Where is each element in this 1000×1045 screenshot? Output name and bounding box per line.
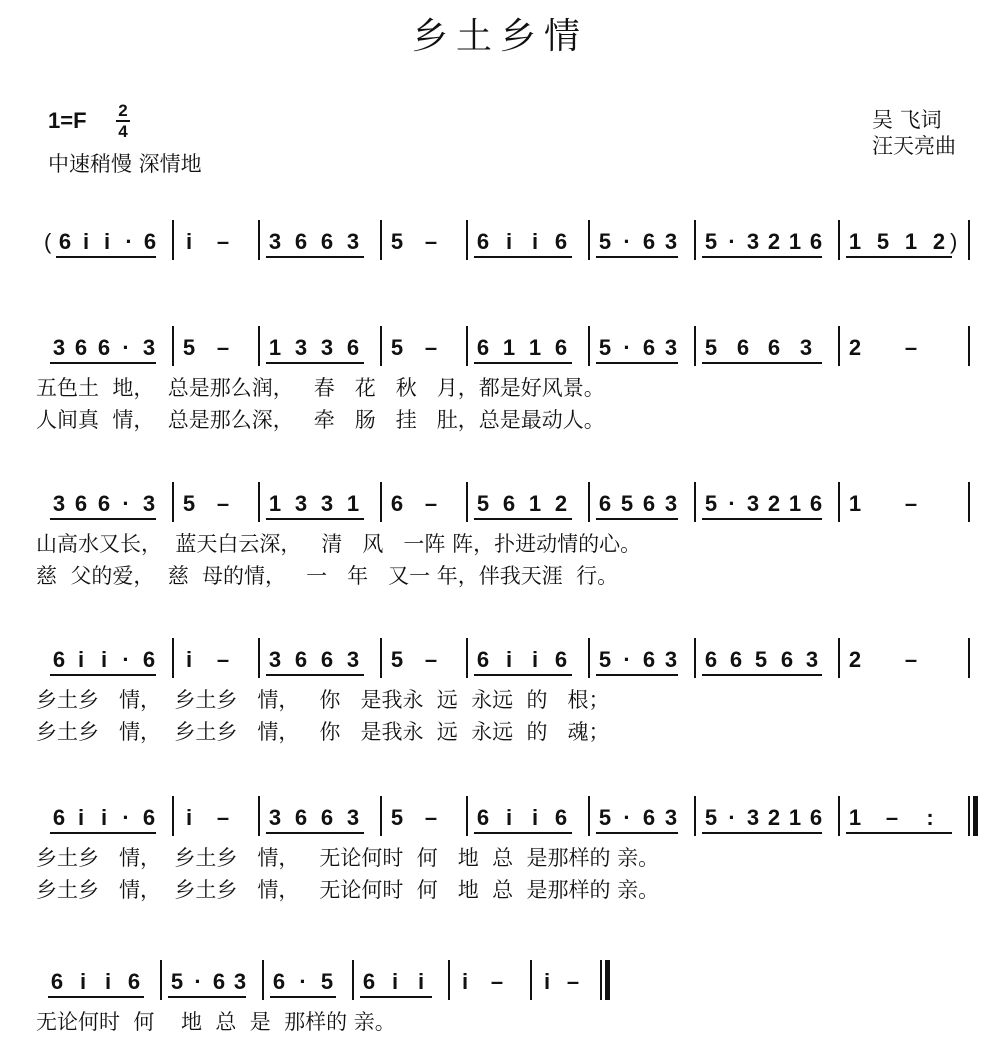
bar-line [694,796,696,836]
bar-line [380,220,382,260]
note: 6 [809,491,823,516]
note: 6 [736,335,750,360]
note: 6 [294,805,308,830]
note: 2 [932,229,946,254]
note: 1 [788,229,802,254]
note: 1 [268,335,282,360]
bar-line [838,796,840,836]
note: – [904,491,918,516]
note: · [623,335,631,360]
note: 6 [52,647,66,672]
time-signature [116,102,130,140]
bar-line [380,796,382,836]
note: 6 [476,229,490,254]
note: 6 [50,969,64,994]
note: 5 [182,335,196,360]
beam-line [702,256,822,258]
note: · [728,229,736,254]
note: 2 [767,805,781,830]
beam-line [270,996,336,998]
note: 6 [642,335,656,360]
bar-line [588,482,590,522]
note: 5 [390,335,404,360]
beam-line [702,518,822,520]
beam-line [360,996,432,998]
beam-line [266,674,364,676]
note: i [461,969,469,994]
final-bar-line [605,960,610,1000]
note: 6 [320,647,334,672]
bar-line [380,326,382,366]
note: – [885,805,899,830]
note: 6 [642,491,656,516]
beam-line [596,256,678,258]
note: – [216,229,230,254]
time-signature-lower: 4 [118,122,128,141]
note: 5 [598,335,612,360]
note: 6 [598,491,612,516]
beam-line [266,518,364,520]
note: 5 [476,491,490,516]
note: 3 [346,805,360,830]
bar-line [838,482,840,522]
beam-line [48,996,144,998]
beam-line [596,518,678,520]
bar-line [588,220,590,260]
note: 6 [502,491,516,516]
note: 2 [767,491,781,516]
beam-line [702,832,822,834]
lyric-line: 乡土乡 情， 乡土乡 情， 你 是我永 远 永远 的 魂； [36,720,610,744]
note: 6 [767,335,781,360]
note: 5 [704,335,718,360]
note: 3 [142,491,156,516]
bar-line [448,960,450,1000]
note: 6 [642,647,656,672]
note: – [216,491,230,516]
note: 6 [476,335,490,360]
note: 6 [642,805,656,830]
note: i [505,647,513,672]
note: : [926,805,934,830]
note: · [122,335,130,360]
bar-line [838,326,840,366]
bar-line [258,482,260,522]
tempo-marking: 中速稍慢 深情地 [48,152,202,176]
lyricist-credit: 吴 飞词 [872,108,942,132]
note: 5 [170,969,184,994]
note: 5 [704,229,718,254]
note: i [531,229,539,254]
note: 6 [294,229,308,254]
note: 5 [704,491,718,516]
bar-line [968,638,970,678]
bar-line [172,796,174,836]
note: – [424,229,438,254]
note: 1 [848,229,862,254]
note: 1 [904,229,918,254]
note: 6 [272,969,286,994]
bar-line [588,796,590,836]
note: i [185,229,193,254]
beam-line [846,256,952,258]
note: 6 [554,805,568,830]
note: i [531,805,539,830]
note: – [424,335,438,360]
note: · [623,805,631,830]
note: – [216,647,230,672]
beam-line [596,674,678,676]
bar-line [600,960,602,1000]
beam-line [50,674,156,676]
note: 5 [704,805,718,830]
note: 1 [788,805,802,830]
note: · [623,647,631,672]
bar-line [380,638,382,678]
note: 3 [799,335,813,360]
final-bar-line [973,796,978,836]
bar-line [258,796,260,836]
note: 3 [142,335,156,360]
note: · [194,969,202,994]
note: i [543,969,551,994]
composer-credit: 汪天亮曲 [872,134,956,158]
note: i [185,805,193,830]
note: 5 [182,491,196,516]
note: i [185,647,193,672]
note: – [424,491,438,516]
note: 3 [664,647,678,672]
note: 3 [346,229,360,254]
beam-line [266,832,364,834]
note: 3 [294,335,308,360]
bar-line [968,220,970,260]
note: i [100,805,108,830]
note: – [490,969,504,994]
beam-line [596,362,678,364]
note: · [623,229,631,254]
note: – [424,647,438,672]
note: 6 [74,335,88,360]
note: 6 [346,335,360,360]
lyric-line: 乡土乡 情， 乡土乡 情， 无论何时 何 地 总 是那样的 亲。 [36,878,660,902]
note: · [122,647,130,672]
bar-line [172,482,174,522]
note: 5 [598,805,612,830]
note: 1 [848,805,862,830]
note: 1 [346,491,360,516]
note: 2 [848,335,862,360]
beam-line [50,518,156,520]
note: 3 [746,229,760,254]
note: i [77,805,85,830]
note: 3 [346,647,360,672]
note: – [216,805,230,830]
bar-line [160,960,162,1000]
intro-close-paren: ) [950,229,958,254]
note: i [531,647,539,672]
note: 3 [268,805,282,830]
note: 6 [142,805,156,830]
beam-line [474,674,572,676]
bar-line [588,326,590,366]
note: 5 [876,229,890,254]
lyric-line: 慈 父的爱， 慈 母的情， 一 年 又一 年，伴我天涯 行。 [36,564,619,588]
note: i [391,969,399,994]
beam-line [56,256,156,258]
note: 5 [390,229,404,254]
note: 3 [233,969,247,994]
note: 1 [848,491,862,516]
bar-line [838,638,840,678]
note: 5 [620,491,634,516]
bar-line [258,220,260,260]
note: 3 [320,491,334,516]
beam-line [474,362,572,364]
note: i [417,969,425,994]
note: 1 [502,335,516,360]
note: 6 [320,229,334,254]
time-signature-upper: 2 [118,101,128,120]
note: 6 [142,647,156,672]
bar-line [694,638,696,678]
note: 5 [598,647,612,672]
note: 6 [704,647,718,672]
note: · [122,805,130,830]
note: 6 [642,229,656,254]
lyric-line: 乡土乡 情， 乡土乡 情， 你 是我永 远 永远 的 根； [36,688,610,712]
note: 3 [664,805,678,830]
note: 6 [809,805,823,830]
note: · [728,491,736,516]
bar-line [380,482,382,522]
note: 6 [554,647,568,672]
note: i [103,229,111,254]
note: 3 [664,335,678,360]
bar-line [352,960,354,1000]
note: i [79,969,87,994]
note: 6 [554,229,568,254]
bar-line [530,960,532,1000]
note: 2 [848,647,862,672]
note: 2 [767,229,781,254]
bar-line [466,796,468,836]
beam-line [266,362,364,364]
bar-line [968,482,970,522]
note: 3 [664,229,678,254]
note: · [122,491,130,516]
page-title: 乡土乡情 [411,16,588,57]
bar-line [588,638,590,678]
note: – [904,335,918,360]
note: 5 [320,969,334,994]
note: · [125,229,133,254]
note: 6 [294,647,308,672]
note: 6 [320,805,334,830]
note: 6 [52,805,66,830]
note: 6 [143,229,157,254]
beam-line [474,518,572,520]
note: 3 [746,491,760,516]
note: – [566,969,580,994]
note: 3 [52,491,66,516]
bar-line [694,220,696,260]
bar-line [968,796,970,836]
bar-line [258,326,260,366]
note: 1 [528,335,542,360]
note: 3 [664,491,678,516]
note: 3 [268,229,282,254]
bar-line [466,220,468,260]
bar-line [968,326,970,366]
note: 6 [780,647,794,672]
note: 3 [294,491,308,516]
lyric-line: 无论何时 何 地 总 是 那样的 亲。 [36,1010,396,1034]
note: 3 [268,647,282,672]
note: 6 [97,335,111,360]
beam-line [702,674,822,676]
bar-line [258,638,260,678]
lyric-line: 五色土 地， 总是那么润， 春 花 秋 月，都是好风景。 [36,376,605,400]
beam-line [846,832,952,834]
note: 5 [390,805,404,830]
lyric-line: 乡土乡 情， 乡土乡 情， 无论何时 何 地 总 是那样的 亲。 [36,846,660,870]
note: – [904,647,918,672]
note: 1 [788,491,802,516]
note: · [728,805,736,830]
note: 6 [476,805,490,830]
bar-line [838,220,840,260]
note: 1 [528,491,542,516]
note: 6 [554,335,568,360]
note: 2 [554,491,568,516]
note: – [216,335,230,360]
note: – [424,805,438,830]
note: 1 [268,491,282,516]
bar-line [466,326,468,366]
beam-line [474,832,572,834]
note: i [104,969,112,994]
note: 6 [127,969,141,994]
note: 6 [729,647,743,672]
note: i [82,229,90,254]
lyric-line: 人间真 情， 总是那么深， 牵 肠 挂 肚，总是最动人。 [36,408,605,432]
note: 3 [746,805,760,830]
note: 5 [598,229,612,254]
note: 3 [320,335,334,360]
note: 6 [74,491,88,516]
note: i [100,647,108,672]
note: i [77,647,85,672]
note: 6 [362,969,376,994]
beam-line [702,362,822,364]
note: 6 [212,969,226,994]
bar-line [262,960,264,1000]
note: 6 [390,491,404,516]
beam-line [596,832,678,834]
note: 3 [52,335,66,360]
note: 6 [476,647,490,672]
intro-open-paren: ( [44,229,52,254]
bar-line [466,638,468,678]
note: · [299,969,307,994]
note: 6 [58,229,72,254]
bar-line [172,638,174,678]
note: 5 [754,647,768,672]
note: 6 [809,229,823,254]
note: 6 [97,491,111,516]
note: i [505,805,513,830]
note: 3 [805,647,819,672]
bar-line [172,326,174,366]
beam-line [50,362,156,364]
beam-line [474,256,572,258]
key-signature: 1=F [48,108,87,133]
lyric-line: 山高水又长， 蓝天白云深， 清 风 一阵 阵，扑进动情的心。 [36,532,642,556]
bar-line [466,482,468,522]
beam-line [168,996,246,998]
bar-line [172,220,174,260]
bar-line [694,482,696,522]
beam-line [266,256,364,258]
note: 5 [390,647,404,672]
bar-line [694,326,696,366]
note: i [505,229,513,254]
beam-line [50,832,156,834]
